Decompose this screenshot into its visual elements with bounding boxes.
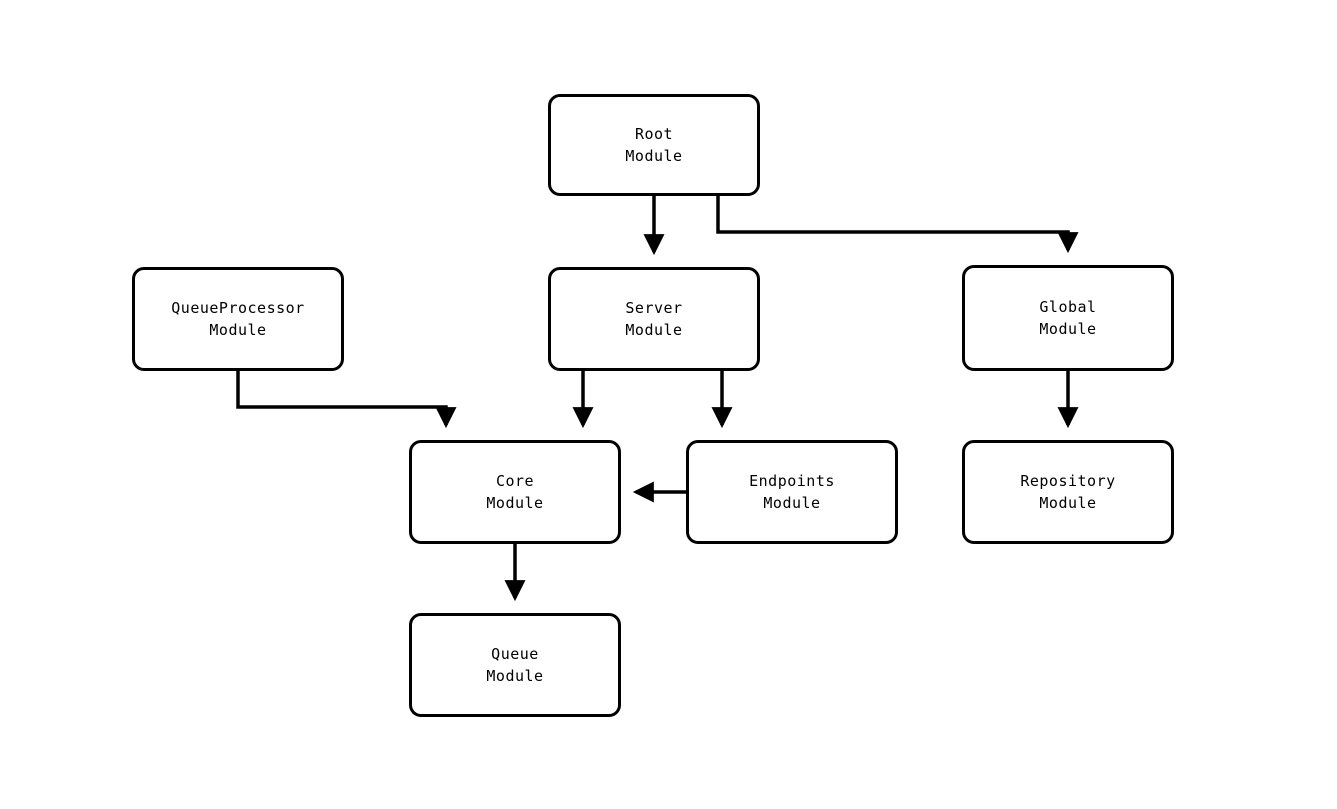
node-label-line1: Queue [491, 645, 539, 663]
node-endpoints-module[interactable] [686, 440, 898, 544]
node-server-module[interactable] [548, 267, 760, 371]
node-global-module[interactable] [962, 265, 1174, 371]
node-label-line1: Global [1039, 298, 1097, 316]
node-label-line2: Module [486, 667, 544, 685]
node-label-line2: Module [1039, 494, 1097, 512]
node-label-line1: Repository [1020, 472, 1116, 490]
edge-queueprocessor-core [238, 371, 446, 425]
node-label-line1: Server [625, 299, 683, 317]
node-label-line1: Endpoints [749, 472, 835, 490]
node-core-module[interactable] [409, 440, 621, 544]
node-label-line2: Module [625, 147, 683, 165]
node-label-line2: Module [1039, 320, 1097, 338]
node-label-line2: Module [486, 494, 544, 512]
node-queueprocessor-module[interactable] [132, 267, 344, 371]
node-label-line2: Module [763, 494, 821, 512]
node-repository-module[interactable] [962, 440, 1174, 544]
node-root-module[interactable] [548, 94, 760, 196]
node-queue-module[interactable] [409, 613, 621, 717]
node-label-line1: QueueProcessor [171, 299, 305, 317]
node-label-line2: Module [209, 321, 267, 339]
edge-root-global [718, 196, 1068, 250]
node-label-line1: Root [634, 125, 674, 143]
node-label-line1: Core [495, 472, 535, 490]
node-label-line2: Module [625, 321, 683, 339]
